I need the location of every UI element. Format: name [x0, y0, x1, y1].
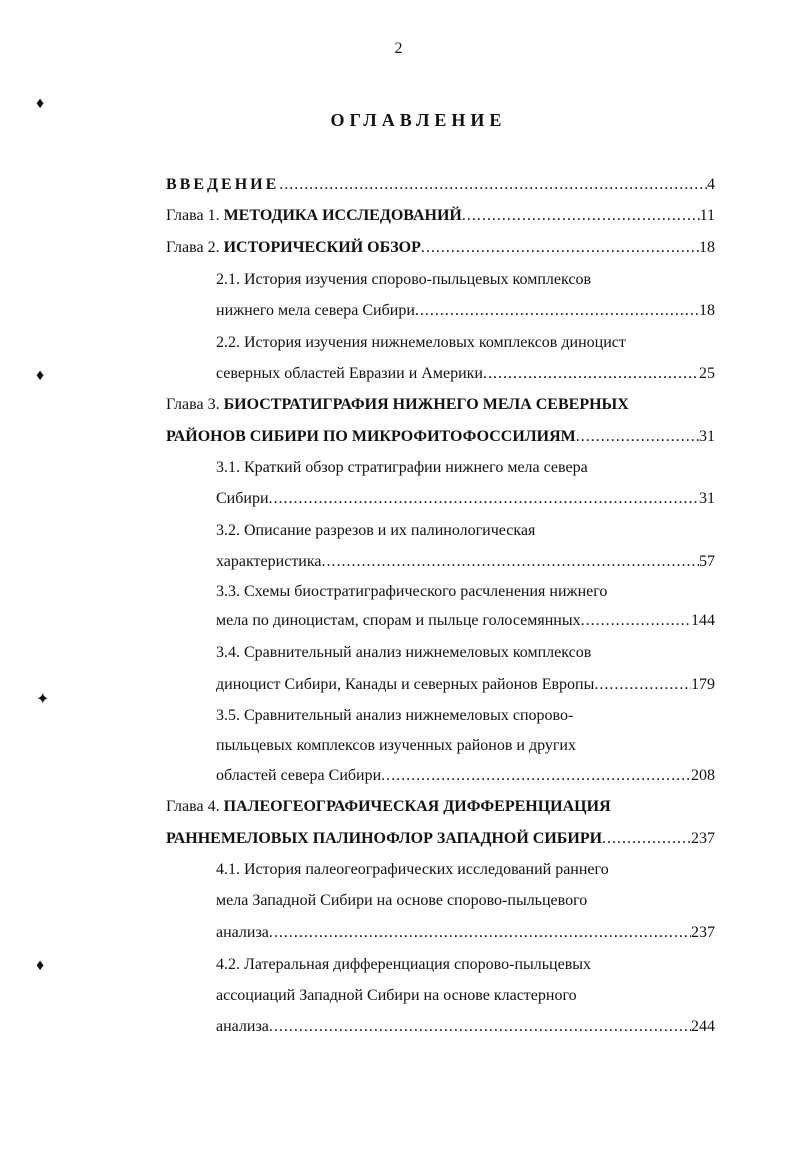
toc-page-number: 31 [699, 489, 715, 507]
toc-page-number: 179 [691, 675, 715, 693]
toc-entry-title: МЕТОДИКА ИССЛЕДОВАНИЙ [223, 206, 462, 224]
toc-entry-4-2-line-1 [216, 949, 715, 980]
margin-mark-icon: ♦ [36, 367, 45, 384]
toc-page-number: 4 [707, 175, 715, 193]
dot-leader [322, 553, 700, 571]
toc-entry-3-2-line-1 [216, 515, 715, 546]
dot-leader [576, 428, 699, 446]
toc-entry-text: 3.2. Описание разрезов и их палинологическая [216, 521, 536, 539]
toc-entry-text: 3.4. Сравнительный анализ нижнемеловых комплексов [216, 643, 592, 661]
toc-entry-text: областей севера Сибири [216, 766, 382, 784]
toc-entry-2-2-line-2 [216, 358, 715, 389]
toc-entry-title: БИОСТРАТИГРАФИЯ НИЖНЕГО МЕЛА СЕВЕРНЫХ [223, 395, 629, 413]
toc-entry-3-1-line-1 [216, 452, 715, 483]
toc-entry-chapter-4-line-1 [166, 791, 715, 822]
toc-entry-chapter-4-line-2 [166, 823, 715, 854]
dot-leader [269, 1018, 691, 1036]
dot-leader [581, 612, 691, 630]
toc-entry-chapter-2 [166, 232, 715, 263]
toc-entry-text: 2.2. История изучения нижнемеловых комплексов диноцист [216, 333, 626, 351]
toc-entry-2-2-line-1 [216, 327, 715, 358]
dot-leader [279, 176, 707, 194]
toc-entry-title: ВВЕДЕНИЕ [166, 175, 280, 193]
toc-entry-chapter-3-line-2 [166, 421, 715, 452]
toc-entry-text: пыльцевых комплексов изученных районов и других [216, 736, 576, 754]
toc-chapter-prefix: Глава 2. [166, 238, 224, 256]
toc-entry-text: мела по диноцистам, спорам и пыльце голосемянных [216, 611, 581, 629]
toc-entry-text: северных областей Евразии и Америки [216, 364, 483, 382]
toc-entry-text: 4.1. История палеогеографических исследований раннего [216, 860, 609, 878]
toc-entry-3-1-line-2 [216, 483, 715, 514]
toc-entry-text: 2.1. История изучения спорово-пыльцевых комплексов [216, 270, 591, 288]
dot-leader [269, 924, 691, 942]
toc-page-number: 18 [699, 301, 715, 319]
toc-entry-chapter-1 [166, 200, 715, 231]
dot-leader [483, 365, 699, 383]
toc-entry-title: РАННЕМЕЛОВЫХ ПАЛИНОФЛОР ЗАПАДНОЙ СИБИРИ [166, 829, 603, 847]
toc-entry-3-4-line-2 [216, 669, 715, 700]
toc-entry-4-1-line-3 [216, 917, 715, 948]
toc-chapter-prefix: Глава 1. [166, 206, 224, 224]
toc-page-number: 57 [699, 552, 715, 570]
toc-entry-text: анализа [216, 1017, 269, 1035]
toc-entry-chapter-3-line-1 [166, 389, 715, 420]
dot-leader [381, 767, 691, 785]
toc-page-number: 208 [691, 766, 715, 784]
toc-entry-3-5-line-2 [216, 730, 715, 761]
toc-entry-title: ИСТОРИЧЕСКИЙ ОБЗОР [223, 238, 421, 256]
toc-entry-intro [166, 169, 715, 200]
toc-title: ОГЛАВЛЕНИЕ [330, 110, 507, 130]
toc-entry-title: ПАЛЕОГЕОГРАФИЧЕСКАЯ ДИФФЕРЕНЦИАЦИЯ [223, 797, 611, 815]
toc-entry-3-4-line-1 [216, 637, 715, 668]
dot-leader [462, 207, 700, 225]
toc-entry-text: нижнего мела севера Сибири [216, 301, 415, 319]
toc-entry-text: 3.5. Сравнительный анализ нижнемеловых спорово- [216, 706, 574, 724]
dot-leader [421, 239, 699, 257]
toc-page-number: 11 [699, 206, 715, 224]
toc-entry-3-3-line-2 [216, 605, 715, 636]
toc-page-number: 18 [699, 238, 715, 256]
page-number: 2 [394, 40, 403, 57]
toc-entry-2-1-line-1 [216, 264, 715, 295]
toc-entry-4-1-line-1 [216, 854, 715, 885]
toc-entry-text: 3.3. Схемы биостратиграфического расчленения нижнего [216, 582, 608, 600]
toc-entry-text: Сибири [216, 489, 269, 507]
toc-entry-text: характеристика [216, 552, 322, 570]
toc-entry-4-2-line-3 [216, 1011, 715, 1042]
toc-entry-3-2-line-2 [216, 546, 715, 577]
toc-page-number: 237 [691, 829, 715, 847]
toc-page-number: 31 [699, 427, 715, 445]
toc-entry-4-1-line-2 [216, 885, 715, 916]
margin-mark-icon: ♦ [36, 95, 45, 112]
dot-leader [269, 490, 700, 508]
toc-entry-text: ассоциаций Западной Сибири на основе кластерного [216, 986, 577, 1004]
toc-entry-3-5-line-1 [216, 700, 715, 731]
toc-entry-4-2-line-2 [216, 980, 715, 1011]
toc-page-number: 244 [691, 1017, 715, 1035]
toc-entry-text: анализа [216, 923, 269, 941]
dot-leader [602, 830, 691, 848]
toc-entry-3-5-line-3 [216, 760, 715, 791]
margin-mark-icon: ✦ [36, 691, 50, 708]
toc-entry-text: мела Западной Сибири на основе спорово-пыльцевого [216, 891, 588, 909]
toc-entry-text: 3.1. Краткий обзор стратиграфии нижнего мела севера [216, 458, 588, 476]
toc-page-number: 237 [691, 923, 715, 941]
toc-entry-text: 4.2. Латеральная дифференциация спорово-пыльцевых [216, 955, 591, 973]
toc-entry-3-3-line-1 [216, 576, 715, 607]
toc-entry-title: РАЙОНОВ СИБИРИ ПО МИКРОФИТОФОССИЛИЯМ [166, 427, 576, 445]
toc-page-number: 25 [699, 364, 715, 382]
margin-mark-icon: ♦ [36, 957, 45, 974]
toc-chapter-prefix: Глава 4. [166, 797, 224, 815]
toc-entry-2-1-line-2 [216, 295, 715, 326]
dot-leader [594, 676, 691, 694]
toc-page-number: 144 [691, 611, 715, 629]
toc-entry-text: диноцист Сибири, Канады и северных районов Европы [216, 675, 595, 693]
dot-leader [415, 302, 699, 320]
toc-chapter-prefix: Глава 3. [166, 395, 224, 413]
